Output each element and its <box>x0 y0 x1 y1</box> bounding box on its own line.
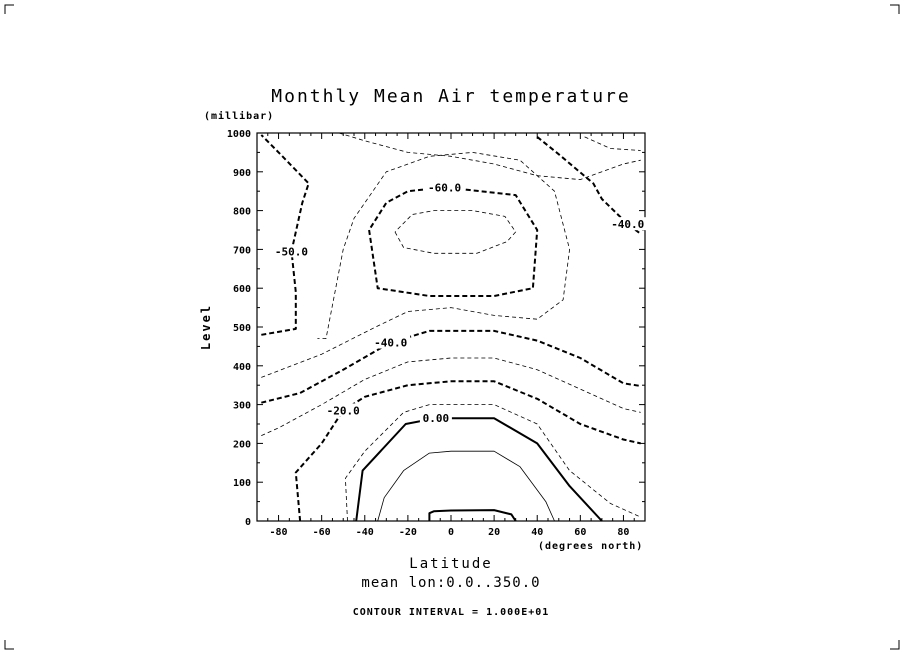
contour-label: -40.0 <box>374 336 408 350</box>
contour-line <box>261 135 308 335</box>
y-tick-label: 0 <box>244 517 251 528</box>
y-tick-labels <box>227 129 251 528</box>
contour-line <box>261 331 640 403</box>
y-tick-label: 900 <box>232 167 251 179</box>
y-tick-label: 200 <box>232 439 251 451</box>
y-tick-label: 400 <box>232 361 251 373</box>
y-axis-units: (millibar) <box>204 111 275 122</box>
x-tick-label: 40 <box>531 527 544 538</box>
y-tick-label: 800 <box>232 206 251 218</box>
contour-line <box>395 211 516 254</box>
contour-line <box>345 405 640 521</box>
x-tick-label: 20 <box>488 527 501 538</box>
corner-mark-top-right <box>890 5 899 14</box>
contour-label: -40.0 <box>611 218 645 232</box>
contour-line <box>369 187 537 296</box>
corner-mark-top-left <box>5 5 14 14</box>
y-tick-label: 300 <box>232 400 251 412</box>
contour-line <box>585 137 641 151</box>
x-tick-label: -40 <box>355 527 374 538</box>
x-axis-label: Latitude <box>409 556 493 572</box>
contour-interval-note: CONTOUR INTERVAL = 1.000E+01 <box>352 607 550 618</box>
contour-labels <box>272 180 647 425</box>
contour-line <box>339 133 641 180</box>
contour-label: -20.0 <box>326 404 360 418</box>
x-axis-units: (degrees north) <box>538 541 644 552</box>
x-tick-labels <box>270 527 630 538</box>
x-tick-label: -80 <box>269 527 288 538</box>
y-tick-label: 600 <box>232 284 251 296</box>
chart-subtitle: mean lon:0.0..350.0 <box>361 575 541 591</box>
contour-label: -60.0 <box>427 181 462 195</box>
contour-line <box>356 418 602 521</box>
contour-label: 0.00 <box>422 412 450 426</box>
x-tick-label: 60 <box>574 527 587 538</box>
chart-title: Monthly Mean Air temperature <box>271 86 631 107</box>
y-tick-label: 700 <box>232 245 251 257</box>
x-tick-label: 0 <box>447 527 455 538</box>
contour-label: -50.0 <box>274 245 309 259</box>
x-tick-label: 80 <box>617 527 630 538</box>
corner-mark-bottom-right <box>890 640 899 649</box>
x-tick-label: -60 <box>312 527 331 538</box>
x-tick-label: -20 <box>398 527 417 538</box>
y-tick-label: 1000 <box>226 129 251 140</box>
y-axis-label: Level <box>199 303 213 351</box>
y-tick-label: 100 <box>232 478 251 490</box>
corner-mark-bottom-left <box>5 640 14 649</box>
y-tick-label: 500 <box>232 323 251 334</box>
